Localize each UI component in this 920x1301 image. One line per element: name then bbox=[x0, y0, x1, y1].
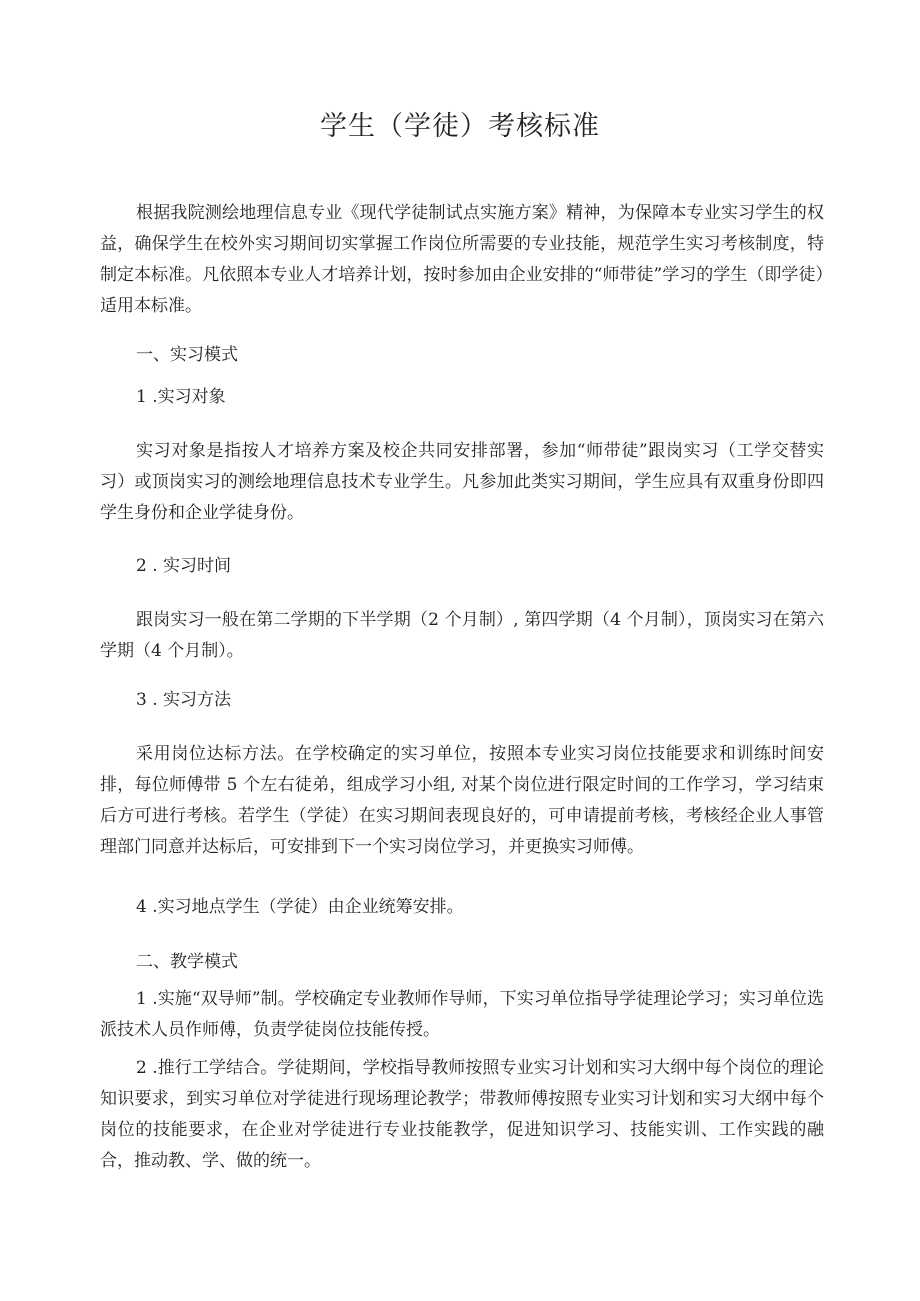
section2-item2-paragraph: 2 .推行工学结合。学徒期间，学校指导教师按照专业实习计划和实习大纲中每个岗位的理论知识要求，到实习单位对学徒进行现场理论教学；带教师傅按照专业实习计划和实习大纲中每个岗位的技能要求，在企业对学徒进行专业技能教学，促进知识学习、技能实训、工作实践的融合，推动教、学、做的统一。 bbox=[100, 1058, 824, 1171]
section2-item1-paragraph: 1 .实施“双导师”制。学校确定专业教师作导师，下实习单位指导学徒理论学习；实习单位选派技术人员作师傅，负责学徒岗位技能传授。 bbox=[100, 989, 824, 1040]
section1-item2-heading: 2 . 实习时间 bbox=[136, 556, 232, 576]
page-title: 学生（学徒）考核标准 bbox=[320, 111, 600, 142]
section1-heading: 一、实习模式 bbox=[136, 345, 238, 365]
intro-paragraph: 根据我院测绘地理信息专业《现代学徒制试点实施方案》精神，为保障本专业实习学生的权益，确保学生在校外实习期间切实掌握工作岗位所需要的专业技能，规范学生实习考核制度，特制定本标准。凡依照本专业人才培养计划，按时参加由企业安排的“师带徒”学习的学生（即学徒）适用本标准。 bbox=[100, 203, 824, 316]
section1-item4-line: 4 .实习地点学生（学徒）由企业统筹安排。 bbox=[136, 897, 464, 917]
section2-heading: 二、教学模式 bbox=[136, 952, 238, 972]
section1-item3-heading: 3 . 实习方法 bbox=[136, 690, 232, 710]
section1-item1-heading: 1 .实习对象 bbox=[136, 387, 226, 407]
section1-item3-paragraph: 采用岗位达标方法。在学校确定的实习单位，按照本专业实习岗位技能要求和训练时间安排，每位师傅带 5 个左右徒弟，组成学习小组, 对某个岗位进行限定时间的工作学习，学习结束后方可进行考核。若学生（学徒）在实习期间表现良好的，可申请提前考核，考核经企业人事管理部门同意并达标后，可安排到下一个实习岗位学习，并更换实习师傅。 bbox=[100, 744, 824, 857]
section1-item2-paragraph: 跟岗实习一般在第二学期的下半学期（2 个月制）, 第四学期（4 个月制），顶岗实习在第六学期（4 个月制）。 bbox=[100, 610, 824, 661]
section1-item1-paragraph: 实习对象是指按人才培养方案及校企共同安排部署，参加“师带徒”跟岗实习（工学交替实习）或顶岗实习的测绘地理信息技术专业学生。凡参加此类实习期间，学生应具有双重身份即四学生身份和企业学徒身份。 bbox=[100, 441, 824, 523]
